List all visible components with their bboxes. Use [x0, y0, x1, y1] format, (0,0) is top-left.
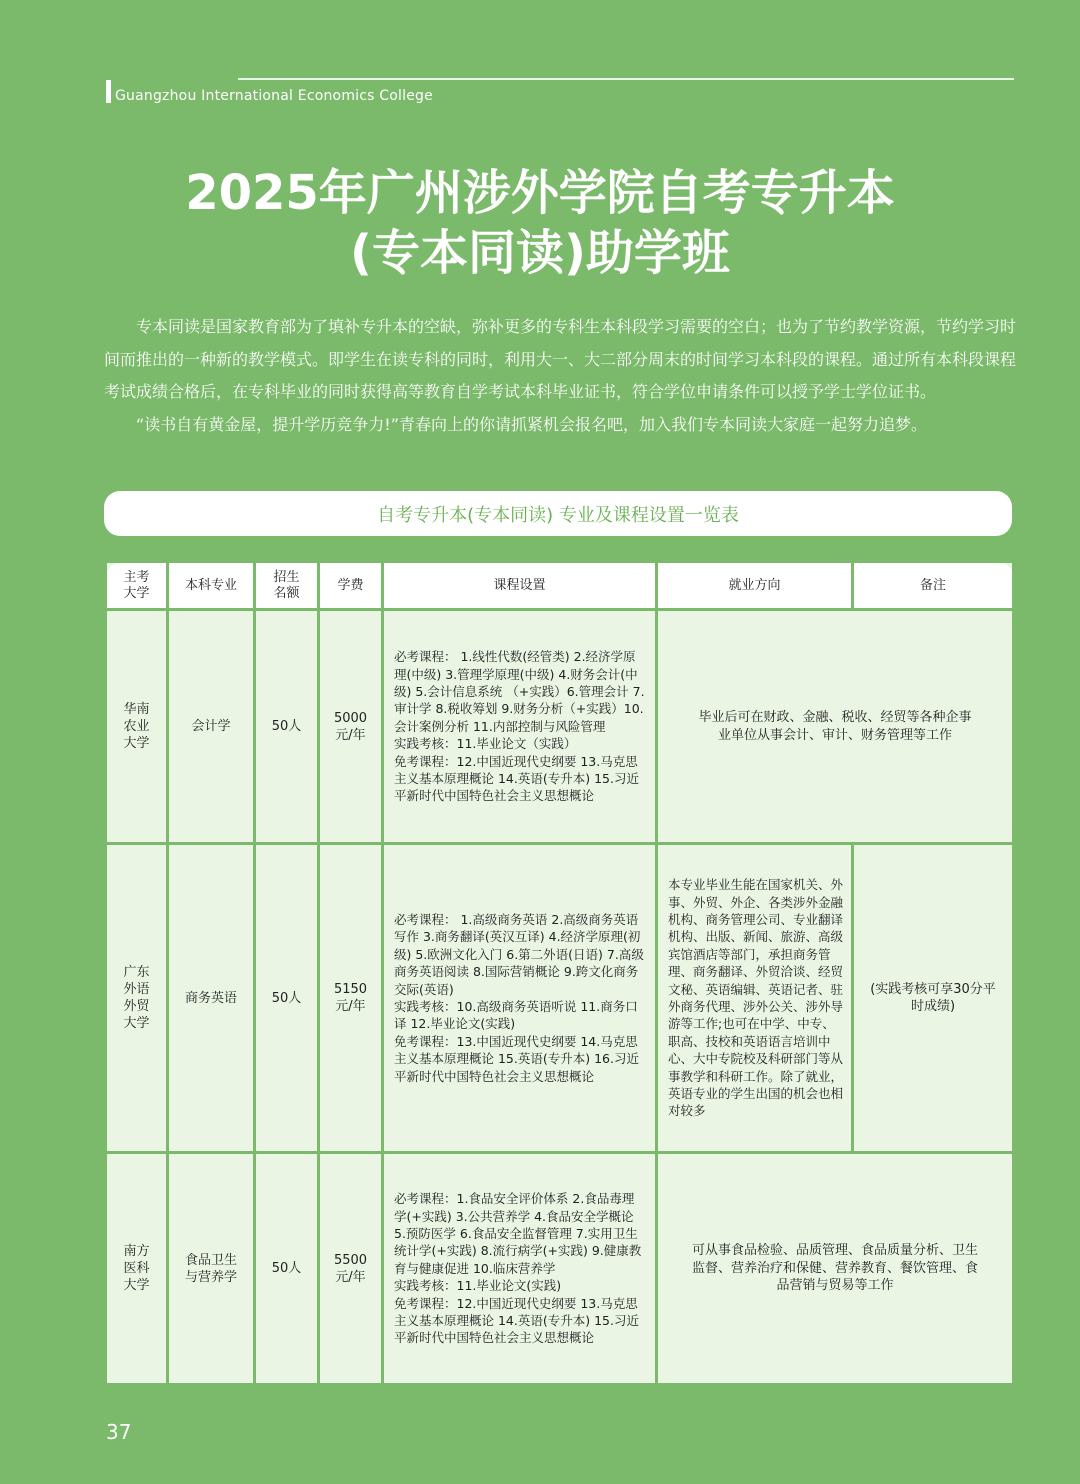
page-title-line-2: (专本同读)助学班 [350, 225, 730, 281]
header-major: 本科专业 [168, 562, 255, 610]
header-university: 主考大学 [106, 562, 168, 610]
page-number: 37 [106, 1420, 132, 1444]
cell-quota: 50人 [255, 844, 319, 1153]
cell-university: 南方医科大学 [106, 1153, 168, 1385]
cell-career: 可从事食品检验、品质管理、食品质量分析、卫生监督、营养治疗和保健、营养教育、餐饮管理、食品营销与贸易等工作 [657, 1153, 1014, 1385]
header-quota: 招生名额 [255, 562, 319, 610]
courses-text: 必考课程： 1.线性代数(经管类) 2.经济学原理(中级) 3.管理学原理(中级) 4.财务会计(中级) 5.会计信息系统 （+实践）6.管理会计 7.审计学 8.税收筹划 9.财务分析（+实践）10.会计案例分析 11.内部控制与风险管理 实践考核：11.毕业论文（实践） 免考课程：12.中国近现代史纲要 13.马克思主义基本原理概论 14.英语(专升本) 15.习近平新时代中国特色社会主义思想概论 [394, 649, 645, 804]
table-title: 自考专升本(专本同读) 专业及课程设置一览表 [104, 491, 1012, 536]
header-rule [238, 78, 1014, 80]
table-row [106, 1153, 1014, 1385]
cell-major: 食品卫生与营养学 [168, 1153, 255, 1385]
intro-paragraph-1: 专本同读是国家教育部为了填补专升本的空缺，弥补更多的专科生本科段学习需要的空白；也为了节约教学资源，节约学习时间而推出的一种新的教学模式。即学生在读专科的同时，利用大一、大二部分周末的时间学习本科段的课程。通过所有本科段课程考试成绩合格后，在专科毕业的同时获得高等教育自学考试本科毕业证书，符合学位申请条件可以授予学士学位证书。 [104, 317, 1017, 401]
header-courses: 课程设置 [383, 562, 657, 610]
courses-text: 必考课程： 1.高级商务英语 2.高级商务英语写作 3.商务翻译(英汉互译) 4.经济学原理(初级) 5.欧洲文化入门 6.第二外语(日语) 7.高级商务英语阅读 8.国际营销概论 9.跨文化商务交际(英语) 实践考核：10.高级商务英语听说 11.商务口译 12.毕业论文(实践) 免考课程：13.中国近现代史纲要 14.马克思主义基本原理概论 15.英语(专升本) 16.习近平新时代中国特色社会主义思想概论 [394, 911, 644, 1084]
cell-career: 本专业毕业生能在国家机关、外事、外贸、外企、各类涉外金融机构、商务管理公司、专业翻译机构、出版、新闻、旅游、高级宾馆酒店等部门，承担商务管理、商务翻译、外贸洽谈、经贸文秘、英语编辑、英语记者、驻外商务代理、涉外公关、涉外导游等工作;也可在中学、中专、职高、技校和英语语言培训中心、大中专院校及科研部门等从事教学和科研工作。除了就业，英语专业的学生出国的机会也相对较多 [657, 844, 853, 1153]
cell-courses [383, 1153, 657, 1385]
cell-major: 会计学 [168, 610, 255, 844]
cell-fee: 5150元/年 [319, 844, 383, 1153]
cell-notes: (实践考核可享30分平时成绩) [853, 844, 1014, 1153]
header-notes: 备注 [853, 562, 1014, 610]
cell-quota: 50人 [255, 1153, 319, 1385]
course-table [104, 560, 1015, 1386]
header-accent-bar [106, 80, 111, 103]
header-fee: 学费 [319, 562, 383, 610]
cell-fee: 5500元/年 [319, 1153, 383, 1385]
table-row [106, 610, 1014, 844]
intro-paragraph-2: “读书自有黄金屋，提升学历竞争力!”青春向上的你请抓紧机会报名吧，加入我们专本同读大家庭一起努力追梦。 [136, 414, 927, 434]
cell-university: 华南农业大学 [106, 610, 168, 844]
cell-university: 广东外语外贸大学 [106, 844, 168, 1153]
cell-major: 商务英语 [168, 844, 255, 1153]
header-career: 就业方向 [657, 562, 853, 610]
cell-career: 毕业后可在财政、金融、税收、经贸等各种企事业单位从事会计、审计、财务管理等工作 [657, 610, 1014, 844]
table-row [106, 844, 1014, 1153]
college-name: Guangzhou International Economics College [115, 88, 433, 104]
cell-quota: 50人 [255, 610, 319, 844]
courses-text: 必考课程：1.食品安全评价体系 2.食品毒理学(+实践) 3.公共营养学 4.食品安全学概论 5.预防医学 6.食品安全监督管理 7.实用卫生统计学(+实践) 8.流行病学(+实践) 9.健康教育与健康促进 10.临床营养学 实践考核：11.毕业论文(实践) 免考课程：12.中国近现代史纲要 13.马克思主义基本原理概论 14.英语(专升本) 15.习近平新时代中国特色社会主义思想概论 [394, 1191, 642, 1346]
cell-fee: 5000元/年 [319, 610, 383, 844]
page-title-line-1: 2025年广州涉外学院自考专升本 [185, 165, 895, 221]
intro-text [104, 311, 1016, 441]
cell-courses [383, 844, 657, 1153]
table-header-row [106, 562, 1014, 610]
cell-courses [383, 610, 657, 844]
